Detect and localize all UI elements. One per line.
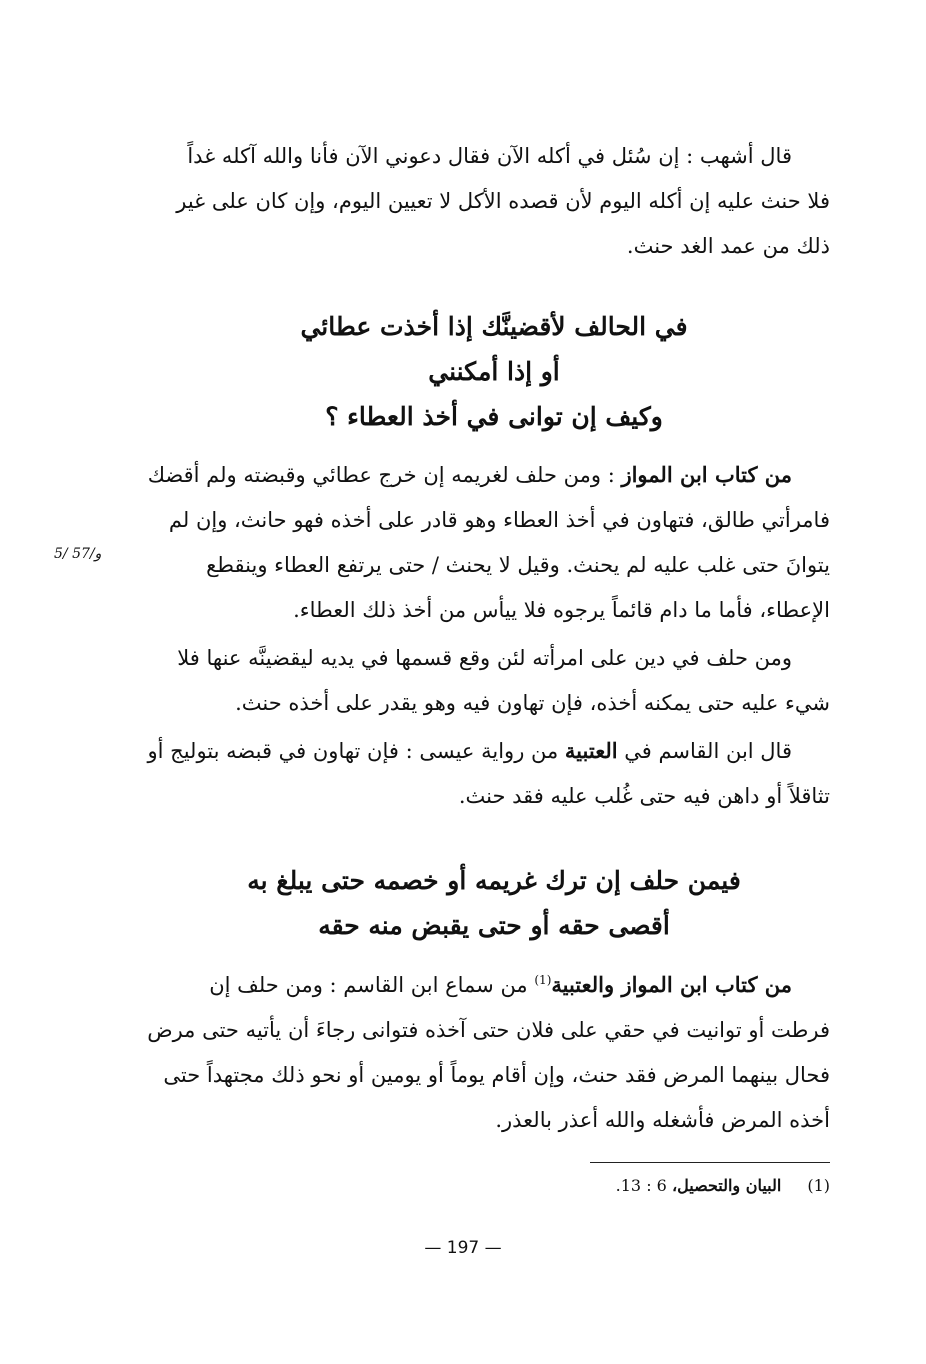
source-title: العتبية: [564, 738, 618, 763]
paragraph-mawwaz-utbiyya: [147, 962, 830, 1143]
footnote-reference[interactable]: (1): [534, 973, 552, 987]
heading-line: فيمن حلف إن ترك غريمه أو خصمه حتى يبلغ به: [247, 866, 741, 895]
paragraph-line-text: من رواية عيسى : فإن تهاون في قبضه بتوليج أو: [147, 739, 565, 763]
paragraph-line: أخذه المرض فأشغله والله أعذر بالعذر.: [495, 1108, 830, 1132]
paragraph-line: فرطت أو توانيت في حقي على فلان حتى آخذه فتوانى رجاءَ أن يأتيه حتى مرض: [147, 1018, 830, 1042]
paragraph-line: فامرأتي طالق، فتهاون في أخذ العطاء وهو قادر على أخذه فهو حانث، وإن لم: [168, 508, 830, 532]
paragraph-line: يتوانَ حتى غلب عليه لم يحنث. وقيل لا يحنث / حتى يرتفع العطاء وينقطع: [206, 553, 830, 577]
paragraph-line: فحال بينهما المرض فقد حنث، وإن أقام يوماً أو يومين أو نحو ذلك مجتهداً حتى: [163, 1063, 830, 1087]
source-title: من كتاب ابن المواز: [621, 462, 792, 487]
paragraph-line: شيء عليه حتى يمكنه أخذه، فإن تهاون فيه وهو يقدر على أخذه حنث.: [235, 691, 830, 715]
heading-line: أقصى حقه أو حتى يقبض منه حقه: [318, 911, 670, 940]
source-title: من كتاب ابن المواز والعتبية: [551, 972, 792, 997]
section-heading-oath-payment: [158, 304, 830, 439]
footnote: [430, 1174, 830, 1198]
paragraph-debt-wife: [158, 636, 830, 726]
paragraph-ibn-al-qasim: [147, 728, 830, 819]
paragraph-line: فلا حنث عليه إن أكله اليوم لأن قصده الأكل لا تعيين اليوم، وإن كان على غير: [176, 189, 830, 213]
section-heading-debtor: [158, 858, 830, 948]
heading-line: في الحالف لأقضينَّك إذا أخذت عطائي: [300, 312, 688, 341]
paragraph-line: [147, 452, 830, 498]
paragraph-line-prefix: قال ابن القاسم في: [617, 739, 792, 763]
paragraph-line-text: من سماع ابن القاسم : ومن حلف إن: [209, 973, 535, 997]
footnote-number: (1): [807, 1176, 830, 1195]
paragraph-line: [147, 728, 830, 774]
paragraph-ibn-al-mawwaz: [147, 452, 830, 633]
footnote-divider: [590, 1162, 830, 1163]
footnote-reference-text: 6 : 13.: [615, 1176, 672, 1195]
heading-line: وكيف إن توانى في أخذ العطاء ؟: [325, 402, 663, 431]
page-number: — 197 —: [424, 1238, 502, 1258]
footnote-source: البيان والتحصيل،: [671, 1176, 782, 1195]
margin-folio-note: 5/ 57/و: [54, 546, 102, 562]
paragraph-line: الإعطاء، فأما ما دام قائماً يرجوه فلا ييأس من أخذ ذلك العطاء.: [293, 598, 830, 622]
paragraph-line: ومن حلف في دين على امرأته لئن وقع قسمها في يديه ليقضينَّه عنها فلا: [177, 646, 792, 670]
paragraph-line-text: : ومن حلف لغريمه إن خرج عطائي وقبضته ولم أقضك: [147, 463, 622, 487]
paragraph-line: [158, 962, 830, 1008]
paragraph-ashhab: [158, 134, 830, 269]
paragraph-line: ذلك من عمد الغد حنث.: [626, 234, 830, 258]
heading-line: أو إذا أمكنني: [428, 357, 560, 386]
paragraph-line: تثاقلاً أو داهن فيه حتى غُلب عليه فقد حنث.: [458, 784, 830, 808]
paragraph-line: قال أشهب : إن سُئل في أكله الآن فقال دعوني الآن فأنا والله آكله غداً: [187, 144, 792, 168]
